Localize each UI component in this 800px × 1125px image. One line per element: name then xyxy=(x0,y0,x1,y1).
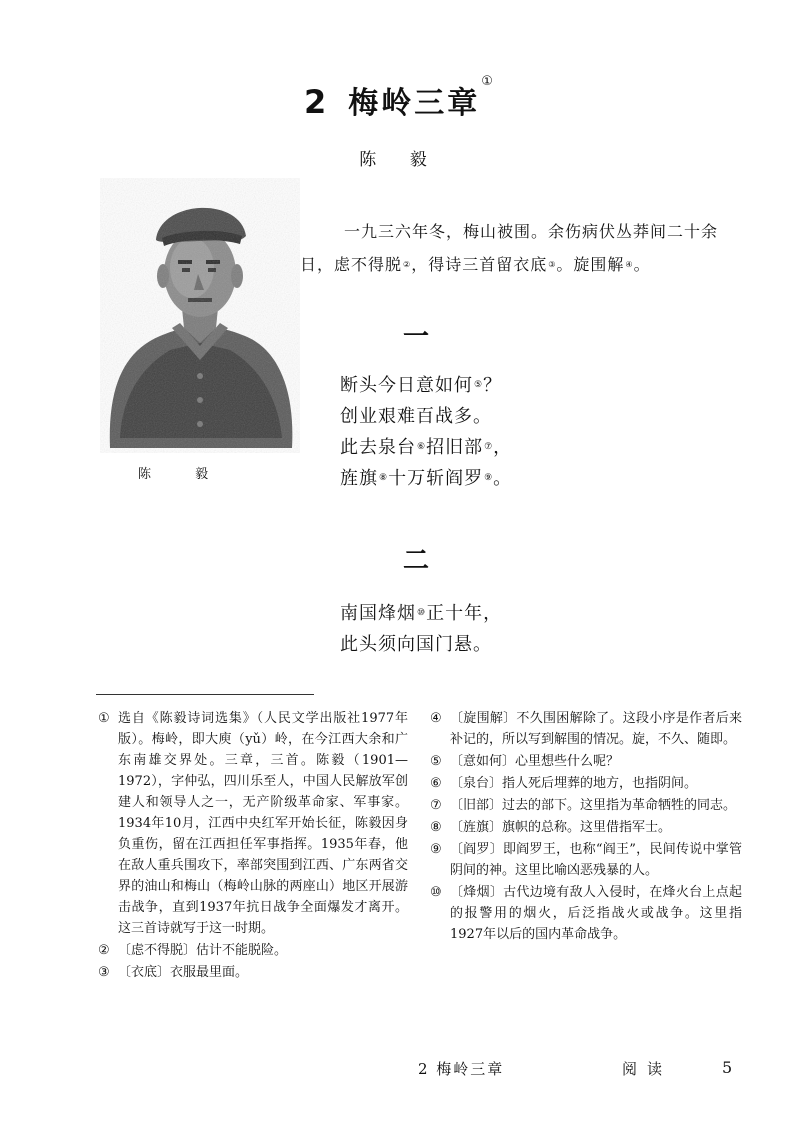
poem-line: 断头今日意如何⑤？ xyxy=(340,375,503,396)
footnote-text: 〔阎罗〕即阎罗王，也称“阎王”，民间传说中掌管阴间的神。这里比喻凶恶残暴的人。 xyxy=(450,842,742,878)
poem-line: 此去泉台⑥招旧部⑦， xyxy=(340,437,513,458)
poem-line: 旌旗⑧十万斩阎罗⑨。 xyxy=(340,468,513,489)
footnote-text: 选自《陈毅诗词选集》（人民文学出版社1977年版）。梅岭，即大庾（yǔ）岭，在今江西大余和广东南雄交界处。三章，三首。陈毅（1901—1972），字仲弘，四川乐至人，中国人民解放军创建人和领导人之一，无产阶级革命家、军事家。1934年10月，江西中央红军开始长征，陈毅因身负重伤，留在江西担任军事指挥。1935年春，他在敌人重兵围攻下，率部突围到江西、广东两省交界的油山和梅山（梅岭山脉的两座山）地区开展游击战争，直到1937年抗日战争全面爆发才离开。这三首诗就写于这一时期。 xyxy=(118,711,408,936)
footnote-text: 〔旋围解〕不久围困解除了。这段小序是作者后来补记的，所以写到解围的情况。旋，不久、随即。 xyxy=(450,711,742,747)
footnote-item xyxy=(430,882,742,945)
poem-line: 此头须向国门悬。 xyxy=(340,634,492,655)
portrait-caption: 陈 毅 xyxy=(138,467,229,482)
footnote-text: 〔虑不得脱〕估计不能脱险。 xyxy=(118,943,288,958)
footnote-mark: ④ xyxy=(430,711,442,726)
footnote-item xyxy=(430,795,742,816)
footnote-item xyxy=(98,708,408,939)
footnote-text: 〔意如何〕心里想些什么呢？ xyxy=(450,754,620,769)
footnote-item xyxy=(430,773,742,794)
footnote-mark: ② xyxy=(98,943,110,958)
footnote-text: 〔衣底〕衣服最里面。 xyxy=(118,965,249,980)
footnote-mark: ⑦ xyxy=(430,798,442,813)
footnote-text: 〔泉台〕指人死后埋葬的地方，也指阴间。 xyxy=(450,776,698,791)
preface-text-2: ，得诗三首留衣底 xyxy=(411,255,548,274)
author-portrait xyxy=(100,178,300,453)
footnote-mark: ⑧ xyxy=(430,820,442,835)
preface-text-3: 。旋围解 xyxy=(556,255,625,274)
poem-2 xyxy=(340,598,502,660)
section-number-1: 一 xyxy=(403,322,430,352)
footnote-mark: ⑥ xyxy=(430,776,442,791)
footnote-item xyxy=(430,751,742,772)
footnote-ref-4[interactable]: ④ xyxy=(625,260,634,269)
footnote-ref-8[interactable]: ⑧ xyxy=(379,473,389,483)
footnote-divider xyxy=(96,694,314,695)
portrait-image xyxy=(100,178,300,453)
preface-text-1: 一九三六年冬，梅山被围。余伤病伏丛莽间二十余日，虑不得脱 xyxy=(300,222,719,274)
footnote-ref-9[interactable]: ⑨ xyxy=(484,473,494,483)
footnote-text: 〔旌旗〕旗帜的总称。这里借指军士。 xyxy=(450,820,672,835)
footnotes-left-column xyxy=(98,708,408,984)
page-number: 5 xyxy=(722,1058,733,1077)
footnotes-right-column xyxy=(430,708,742,946)
footnote-mark: ⑨ xyxy=(430,842,442,857)
lesson-title-text xyxy=(348,74,496,121)
title-text: 梅岭三章 xyxy=(348,86,481,121)
footnote-ref-7[interactable]: ⑦ xyxy=(484,442,494,452)
poem-preface xyxy=(300,215,750,281)
preface-paragraph xyxy=(300,215,750,281)
footnote-ref-1[interactable]: ① xyxy=(481,74,496,89)
lesson-number: 2 xyxy=(304,83,327,121)
footnote-item xyxy=(98,940,408,961)
footer-section-label: 阅读 xyxy=(622,1060,673,1078)
footnote-item xyxy=(98,962,408,983)
poem-line: 南国烽烟⑩正十年， xyxy=(340,603,503,624)
footnote-mark: ③ xyxy=(98,965,110,980)
footnote-item xyxy=(430,817,742,838)
footnote-ref-3[interactable]: ③ xyxy=(548,260,557,269)
footnote-ref-6[interactable]: ⑥ xyxy=(417,442,427,452)
poem-1 xyxy=(340,370,512,494)
preface-text-4: 。 xyxy=(633,255,651,274)
footnote-ref-2[interactable]: ② xyxy=(403,260,412,269)
footnote-mark: ⑤ xyxy=(430,754,442,769)
footnote-text: 〔烽烟〕古代边境有敌人入侵时，在烽火台上点起的报警用的烟火，后泛指战火或战争。这里指1927年以后的国内革命战争。 xyxy=(450,885,742,942)
footer-chapter-title: 2 梅岭三章 xyxy=(418,1060,505,1078)
footnote-item xyxy=(430,839,742,881)
poem-line: 创业艰难百战多。 xyxy=(340,406,492,427)
footnote-item xyxy=(430,708,742,750)
footnote-mark: ⑩ xyxy=(430,885,442,900)
footnote-text: 〔旧部〕过去的部下。这里指为革命牺牲的同志。 xyxy=(450,798,737,813)
author-name: 陈 毅 xyxy=(359,150,441,170)
footnote-ref-10[interactable]: ⑩ xyxy=(417,608,427,618)
lesson-title xyxy=(0,74,800,128)
footnote-mark: ① xyxy=(98,711,110,726)
section-number-2: 二 xyxy=(403,546,430,576)
footnote-ref-5[interactable]: ⑤ xyxy=(474,380,484,390)
